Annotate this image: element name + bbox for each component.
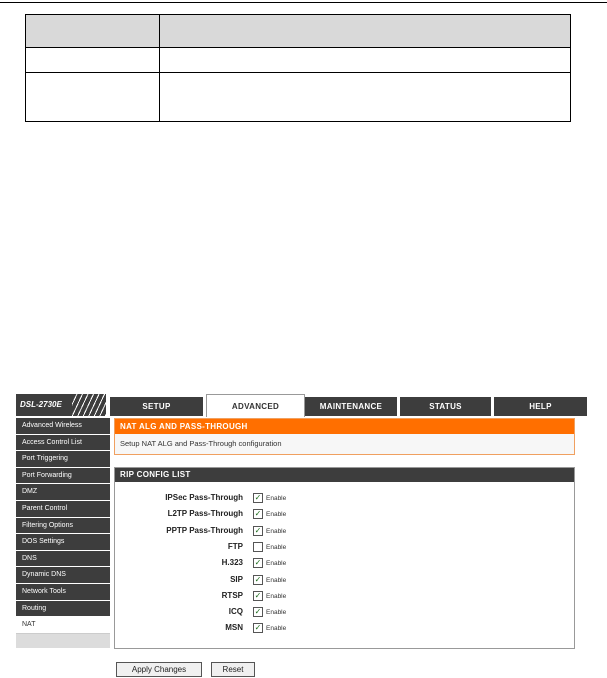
rip-row-label: MSN bbox=[225, 623, 243, 633]
enable-label: Enable bbox=[266, 511, 287, 519]
sidebar-item-nat[interactable]: NAT bbox=[16, 617, 110, 634]
enable-checkbox[interactable]: ✓ bbox=[254, 558, 262, 568]
nat-alg-title: NAT ALG AND PASS-THROUGH bbox=[115, 419, 574, 434]
rip-row bbox=[115, 508, 415, 522]
model-label: DSL-2730E bbox=[20, 400, 62, 409]
rip-row bbox=[115, 541, 415, 555]
enable-checkbox[interactable]: ✓ bbox=[254, 590, 262, 600]
sidebar-item-advanced-wireless[interactable]: Advanced Wireless bbox=[16, 418, 110, 435]
main-content bbox=[114, 418, 575, 649]
sidebar bbox=[16, 418, 110, 648]
enable-label: Enable bbox=[266, 527, 287, 535]
table-header-cell bbox=[160, 15, 571, 48]
sidebar-item-dns[interactable]: DNS bbox=[16, 551, 110, 568]
sidebar-item-access-control-list[interactable]: Access Control List bbox=[16, 435, 110, 452]
enable-label: Enable bbox=[266, 625, 287, 633]
sidebar-item-parent-control[interactable]: Parent Control bbox=[16, 501, 110, 518]
rip-row bbox=[115, 525, 415, 539]
rip-row bbox=[115, 590, 415, 604]
rip-row-label: FTP bbox=[227, 541, 243, 551]
table-cell bbox=[160, 73, 571, 122]
tab-status[interactable]: STATUS bbox=[400, 397, 491, 416]
rip-config-panel bbox=[114, 467, 575, 649]
sidebar-item-filtering-options[interactable]: Filtering Options bbox=[16, 518, 110, 535]
table-cell bbox=[160, 48, 571, 73]
header-rule bbox=[0, 2, 607, 3]
enable-checkbox[interactable]: ✓ bbox=[254, 607, 262, 617]
enable-label: Enable bbox=[266, 543, 287, 551]
rip-row bbox=[115, 557, 415, 571]
apply-changes-button[interactable]: Apply Changes bbox=[116, 662, 202, 677]
rip-row-label: SIP bbox=[230, 574, 243, 584]
rip-row bbox=[115, 622, 415, 636]
nat-alg-description: Setup NAT ALG and Pass-Through configuration bbox=[120, 439, 282, 448]
rip-row-label: RTSP bbox=[221, 590, 243, 600]
enable-label: Enable bbox=[266, 592, 287, 600]
sidebar-item-dos-settings[interactable]: DOS Settings bbox=[16, 534, 110, 551]
enable-label: Enable bbox=[266, 495, 287, 502]
document-table bbox=[25, 14, 571, 122]
top-tabs bbox=[108, 394, 587, 416]
reset-button[interactable]: Reset bbox=[211, 662, 255, 677]
rip-row-label: IPSec Pass-Through bbox=[165, 493, 243, 502]
rip-row-label: L2TP Pass-Through bbox=[167, 509, 243, 519]
table-header-cell bbox=[26, 15, 160, 48]
sidebar-item-dmz[interactable]: DMZ bbox=[16, 484, 110, 501]
nat-alg-panel bbox=[114, 418, 575, 455]
enable-checkbox[interactable]: ✓ bbox=[254, 525, 262, 535]
enable-label: Enable bbox=[266, 576, 287, 584]
sidebar-item-port-forwarding[interactable]: Port Forwarding bbox=[16, 468, 110, 485]
rip-config-title: RIP CONFIG LIST bbox=[115, 468, 574, 482]
brand-logo bbox=[16, 394, 106, 416]
enable-checkbox[interactable] bbox=[253, 542, 263, 552]
rip-row bbox=[115, 574, 415, 588]
sidebar-item-routing[interactable]: Routing bbox=[16, 601, 110, 618]
enable-checkbox[interactable]: ✓ bbox=[254, 509, 262, 519]
tab-maintenance[interactable]: MAINTENANCE bbox=[305, 397, 397, 416]
sidebar-footer bbox=[16, 634, 110, 648]
rip-row-label: PPTP Pass-Through bbox=[166, 525, 243, 535]
enable-checkbox[interactable]: ✓ bbox=[254, 493, 262, 502]
table-cell bbox=[26, 73, 160, 122]
tab-advanced[interactable]: ADVANCED bbox=[206, 394, 305, 417]
tab-help[interactable]: HELP bbox=[494, 397, 587, 416]
sidebar-item-port-triggering[interactable]: Port Triggering bbox=[16, 451, 110, 468]
table-cell bbox=[26, 48, 160, 73]
rip-row bbox=[115, 606, 415, 620]
router-ui bbox=[16, 394, 587, 678]
enable-label: Enable bbox=[266, 560, 287, 568]
sidebar-item-network-tools[interactable]: Network Tools bbox=[16, 584, 110, 601]
brand-stripes bbox=[72, 394, 106, 416]
tab-setup[interactable]: SETUP bbox=[110, 397, 203, 416]
rip-row-label: H.323 bbox=[221, 558, 243, 568]
enable-checkbox[interactable]: ✓ bbox=[254, 623, 262, 633]
rip-row bbox=[115, 492, 415, 506]
rip-row-label: ICQ bbox=[228, 607, 243, 617]
enable-label: Enable bbox=[266, 609, 287, 617]
sidebar-item-dynamic-dns[interactable]: Dynamic DNS bbox=[16, 567, 110, 584]
enable-checkbox[interactable]: ✓ bbox=[254, 574, 262, 584]
